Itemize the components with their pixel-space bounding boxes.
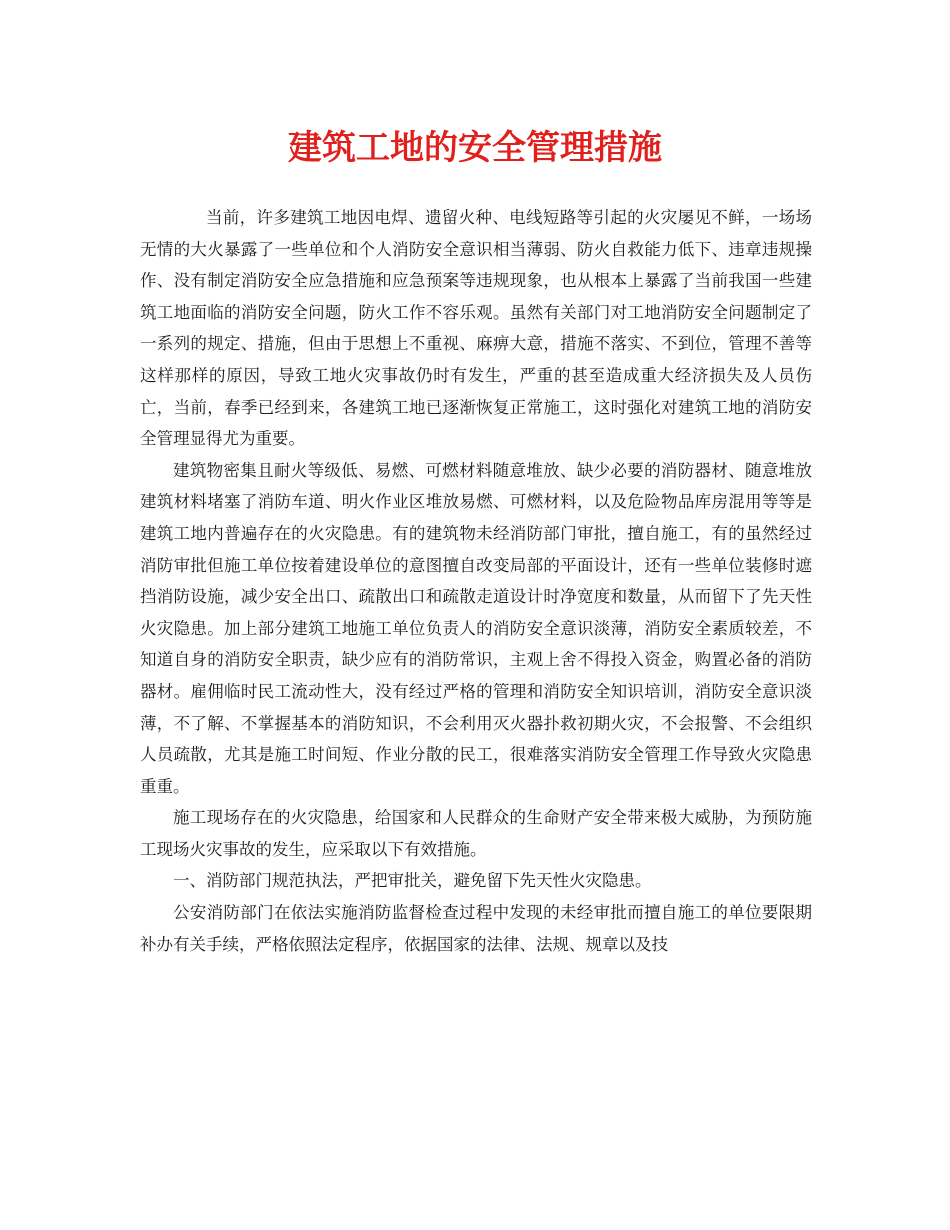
document-title: 建筑工地的安全管理措施 [288, 128, 662, 168]
paragraph-measures-intro: 施工现场存在的火灾隐患，给国家和人民群众的生命财产安全带来极大威胁，为预防施工现场火灾事故的发生，应采取以下有效措施。 [140, 808, 812, 859]
paragraph-heading-one: 一、消防部门规范执法，严把审批关，避免留下先天性火灾隐患。 [173, 871, 652, 891]
paragraph-enforcement: 公安消防部门在依法实施消防监督检查过程中发现的未经审批而擅自施工的单位要限期补办有关手续，严格依照法定程序，依据国家的法律、法规、规章以及技 [140, 903, 812, 954]
paragraph-hazards: 建筑物密集且耐火等级低、易燃、可燃材料随意堆放、缺少必要的消防器材、随意堆放建筑材料堵塞了消防车道、明火作业区堆放易燃、可燃材料，以及危险物品库房混用等等是建筑工地内普遍存在的火灾隐患。有的建筑物未经消防部门审批，擅自施工，有的虽然经过消防审批但施工单位按着建设单位的意图擅自改变局部的平面设计，还有一些单位装修时遮挡消防设施，减少安全出口、疏散出口和疏散走道设计时净宽度和数量，从而留下了先天性火灾隐患。加上部分建筑工地施工单位负责人的消防安全意识淡薄，消防安全素质较差，不知道自身的消防安全职责，缺少应有的消防常识，主观上舍不得投入资金，购置必备的消防器材。雇佣临时民工流动性大，没有经过严格的管理和消防安全知识培训，消防安全意识淡薄，不了解、不掌握基本的消防知识，不会利用灭火器扑救初期火灾，不会报警、不会组织人员疏散，尤其是施工时间短、作业分散的民工，很难落实消防安全管理工作导致火灾隐患重重。 [140, 460, 812, 796]
paragraph-intro: 当前，许多建筑工地因电焊、遗留火种、电线短路等引起的火灾屡见不鲜，一场场无情的大火暴露了一些单位和个人消防安全意识相当薄弱、防火自救能力低下、违章违规操作、没有制定消防安全应急措施和应急预案等违规现象，也从根本上暴露了当前我国一些建筑工地面临的消防安全问题，防火工作不容乐观。虽然有关部门对工地消防安全问题制定了一系列的规定、措施，但由于思想上不重视、麻痹大意，措施不落实、不到位，管理不善等这样那样的原因，导致工地火灾事故仍时有发生，严重的甚至造成重大经济损失及人员伤亡，当前，春季已经到来，各建筑工地已逐渐恢复正常施工，这时强化对建筑工地的消防安全管理显得尤为重要。 [140, 208, 812, 449]
document-body [140, 202, 812, 960]
